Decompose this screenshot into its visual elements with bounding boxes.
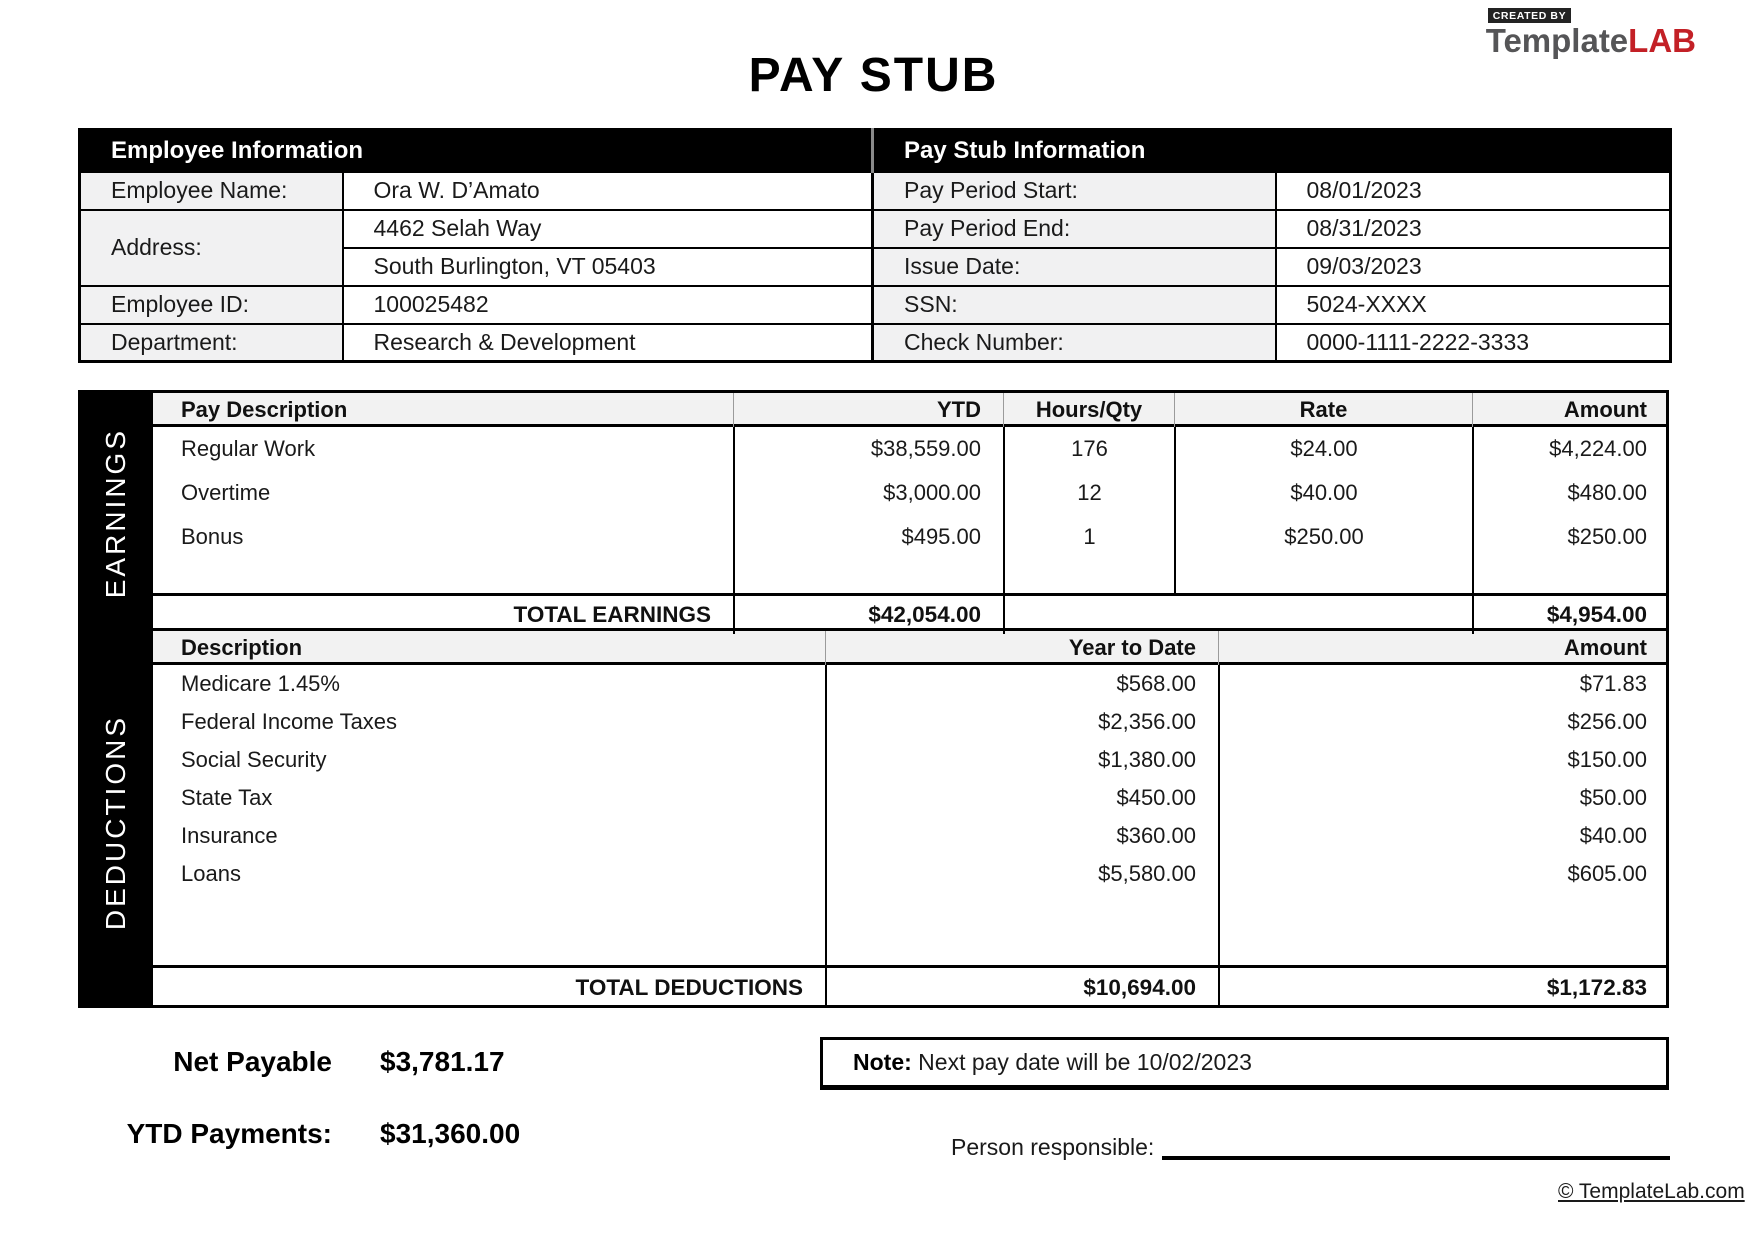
earnings-ytd-column: [733, 427, 1003, 593]
deduction-ytd-cell: $5,580.00: [1098, 861, 1196, 886]
earnings-ytd-cell: $3,000.00: [883, 480, 981, 505]
deduction-ytd-cell: $2,356.00: [1098, 709, 1196, 734]
deduction-description-cell: Insurance: [181, 823, 278, 848]
earnings-header-row: [153, 393, 1666, 427]
deduction-ytd-cell: $360.00: [1116, 823, 1196, 848]
earnings-deductions-block: [78, 390, 1669, 1008]
deduction-amount-cell: $150.00: [1567, 747, 1647, 772]
deductions-amount-column: [1218, 665, 1669, 965]
section-strip: [78, 390, 153, 1008]
address-line1-value: 4462 Selah Way: [343, 210, 873, 248]
total-earnings-ytd: $42,054.00: [733, 596, 1003, 634]
total-earnings-spacer: [1003, 596, 1472, 634]
info-header-row: [80, 130, 1671, 172]
total-earnings-row: [153, 593, 1666, 631]
deductions-header-row: [153, 631, 1666, 665]
deduction-amount-cell: $605.00: [1567, 861, 1647, 886]
total-deductions-label: TOTAL DEDUCTIONS: [575, 975, 803, 1000]
earnings-rate-cell: $40.00: [1290, 480, 1358, 505]
note-label: Note:: [853, 1049, 912, 1075]
deduction-description-cell: Federal Income Taxes: [181, 709, 398, 734]
deductions-body: [153, 665, 1666, 965]
earnings-ytd-cell: $38,559.00: [870, 436, 981, 461]
deduction-amount-cell: $256.00: [1567, 709, 1647, 734]
info-table: [78, 128, 1672, 363]
note-text: Next pay date will be 10/02/2023: [911, 1049, 1252, 1075]
deduction-description-cell: Medicare 1.45%: [181, 671, 340, 696]
deduction-description-cell: Loans: [181, 861, 241, 886]
employee-name-label: Employee Name:: [80, 172, 343, 210]
address-line2-value: South Burlington, VT 05403: [343, 248, 873, 286]
paystub-info-header: Pay Stub Information: [873, 130, 1671, 172]
deductions-description-column: [153, 665, 825, 965]
net-payable-value: $3,781.17: [380, 1046, 505, 1077]
issue-date-label: Issue Date:: [873, 248, 1276, 286]
info-row: [80, 324, 1671, 362]
deduction-amount-cell: $71.83: [1579, 671, 1647, 696]
earnings-amount-cell: $250.00: [1567, 524, 1647, 549]
earnings-rate-cell: $24.00: [1290, 436, 1358, 461]
earnings-amount-cell: $4,224.00: [1549, 436, 1647, 461]
deductions-col-description: Description: [181, 635, 303, 660]
info-row: [80, 286, 1671, 324]
note-box: [820, 1037, 1669, 1090]
period-start-value: 08/01/2023: [1276, 172, 1671, 210]
page-title: PAY STUB: [748, 49, 999, 102]
employee-name-value: Ora W. D’Amato: [343, 172, 873, 210]
earnings-body: [153, 427, 1666, 593]
ssn-label: SSN:: [873, 286, 1276, 324]
ytd-payments-value: $31,360.00: [380, 1118, 521, 1149]
deduction-description-cell: State Tax: [181, 785, 273, 810]
brand-primary: Template: [1485, 22, 1629, 59]
period-end-value: 08/31/2023: [1276, 210, 1671, 248]
total-deductions-amount: $1,172.83: [1218, 968, 1669, 1008]
earnings-col-rate: Rate: [1174, 393, 1472, 427]
earnings-hours-cell: 176: [1071, 436, 1108, 461]
earnings-col-hours: Hours/Qty: [1003, 393, 1174, 427]
total-deductions-ytd: $10,694.00: [825, 968, 1218, 1008]
created-by-badge: CREATED BY: [1488, 8, 1571, 23]
deduction-description-cell: Social Security: [181, 747, 327, 772]
deductions-col-ytd: Year to Date: [825, 631, 1218, 665]
issue-date-value: 09/03/2023: [1276, 248, 1671, 286]
deductions-ytd-column: [825, 665, 1218, 965]
deduction-ytd-cell: $568.00: [1116, 671, 1196, 696]
total-deductions-row: [153, 965, 1666, 1005]
deductions-col-amount: Amount: [1218, 631, 1669, 665]
earnings-hours-cell: 12: [1077, 480, 1102, 505]
earnings-rate-column: [1174, 427, 1472, 593]
check-number-value: 0000-1111-2222-3333: [1276, 324, 1671, 362]
earnings-description-cell: Bonus: [181, 524, 244, 549]
earnings-hours-column: [1003, 427, 1174, 593]
brand-accent: LAB: [1628, 22, 1696, 59]
ytd-payments-label: YTD Payments:: [126, 1118, 332, 1149]
deductions-strip-label: DEDUCTIONS: [99, 714, 131, 931]
employee-id-label: Employee ID:: [80, 286, 343, 324]
address-label: Address:: [80, 210, 343, 286]
earnings-rate-cell: $250.00: [1284, 524, 1364, 549]
deduction-ytd-cell: $1,380.00: [1098, 747, 1196, 772]
earnings-strip-label: EARNINGS: [99, 428, 131, 599]
period-start-label: Pay Period Start:: [873, 172, 1276, 210]
person-responsible-row: [951, 1132, 1670, 1162]
earnings-amount-cell: $480.00: [1567, 480, 1647, 505]
earnings-amount-column: [1472, 427, 1669, 593]
person-responsible-label: Person responsible:: [951, 1134, 1155, 1160]
earnings-hours-cell: 1: [1083, 524, 1096, 549]
deduction-ytd-cell: $450.00: [1116, 785, 1196, 810]
tables-main: [153, 390, 1669, 1008]
department-value: Research & Development: [343, 324, 873, 362]
copyright-link[interactable]: © TemplateLab.com: [1558, 1180, 1745, 1203]
net-payable-label: Net Payable: [173, 1046, 332, 1077]
earnings-col-description: Pay Description: [181, 397, 348, 422]
signature-line: [1162, 1156, 1670, 1160]
employee-info-header: Employee Information: [80, 130, 873, 172]
total-earnings-label: TOTAL EARNINGS: [513, 602, 711, 627]
earnings-description-cell: Regular Work: [181, 436, 316, 461]
period-end-label: Pay Period End:: [873, 210, 1276, 248]
info-row: [80, 210, 1671, 248]
earnings-col-ytd: YTD: [733, 393, 1003, 427]
earnings-ytd-cell: $495.00: [901, 524, 981, 549]
department-label: Department:: [80, 324, 343, 362]
employee-id-value: 100025482: [343, 286, 873, 324]
deduction-amount-cell: $40.00: [1579, 823, 1647, 848]
total-earnings-amount: $4,954.00: [1472, 596, 1669, 634]
deduction-amount-cell: $50.00: [1579, 785, 1647, 810]
earnings-col-amount: Amount: [1472, 393, 1669, 427]
ssn-value: 5024-XXXX: [1276, 286, 1671, 324]
info-row: [80, 172, 1671, 210]
check-number-label: Check Number:: [873, 324, 1276, 362]
earnings-description-cell: Overtime: [181, 480, 271, 505]
earnings-description-column: [153, 427, 733, 593]
